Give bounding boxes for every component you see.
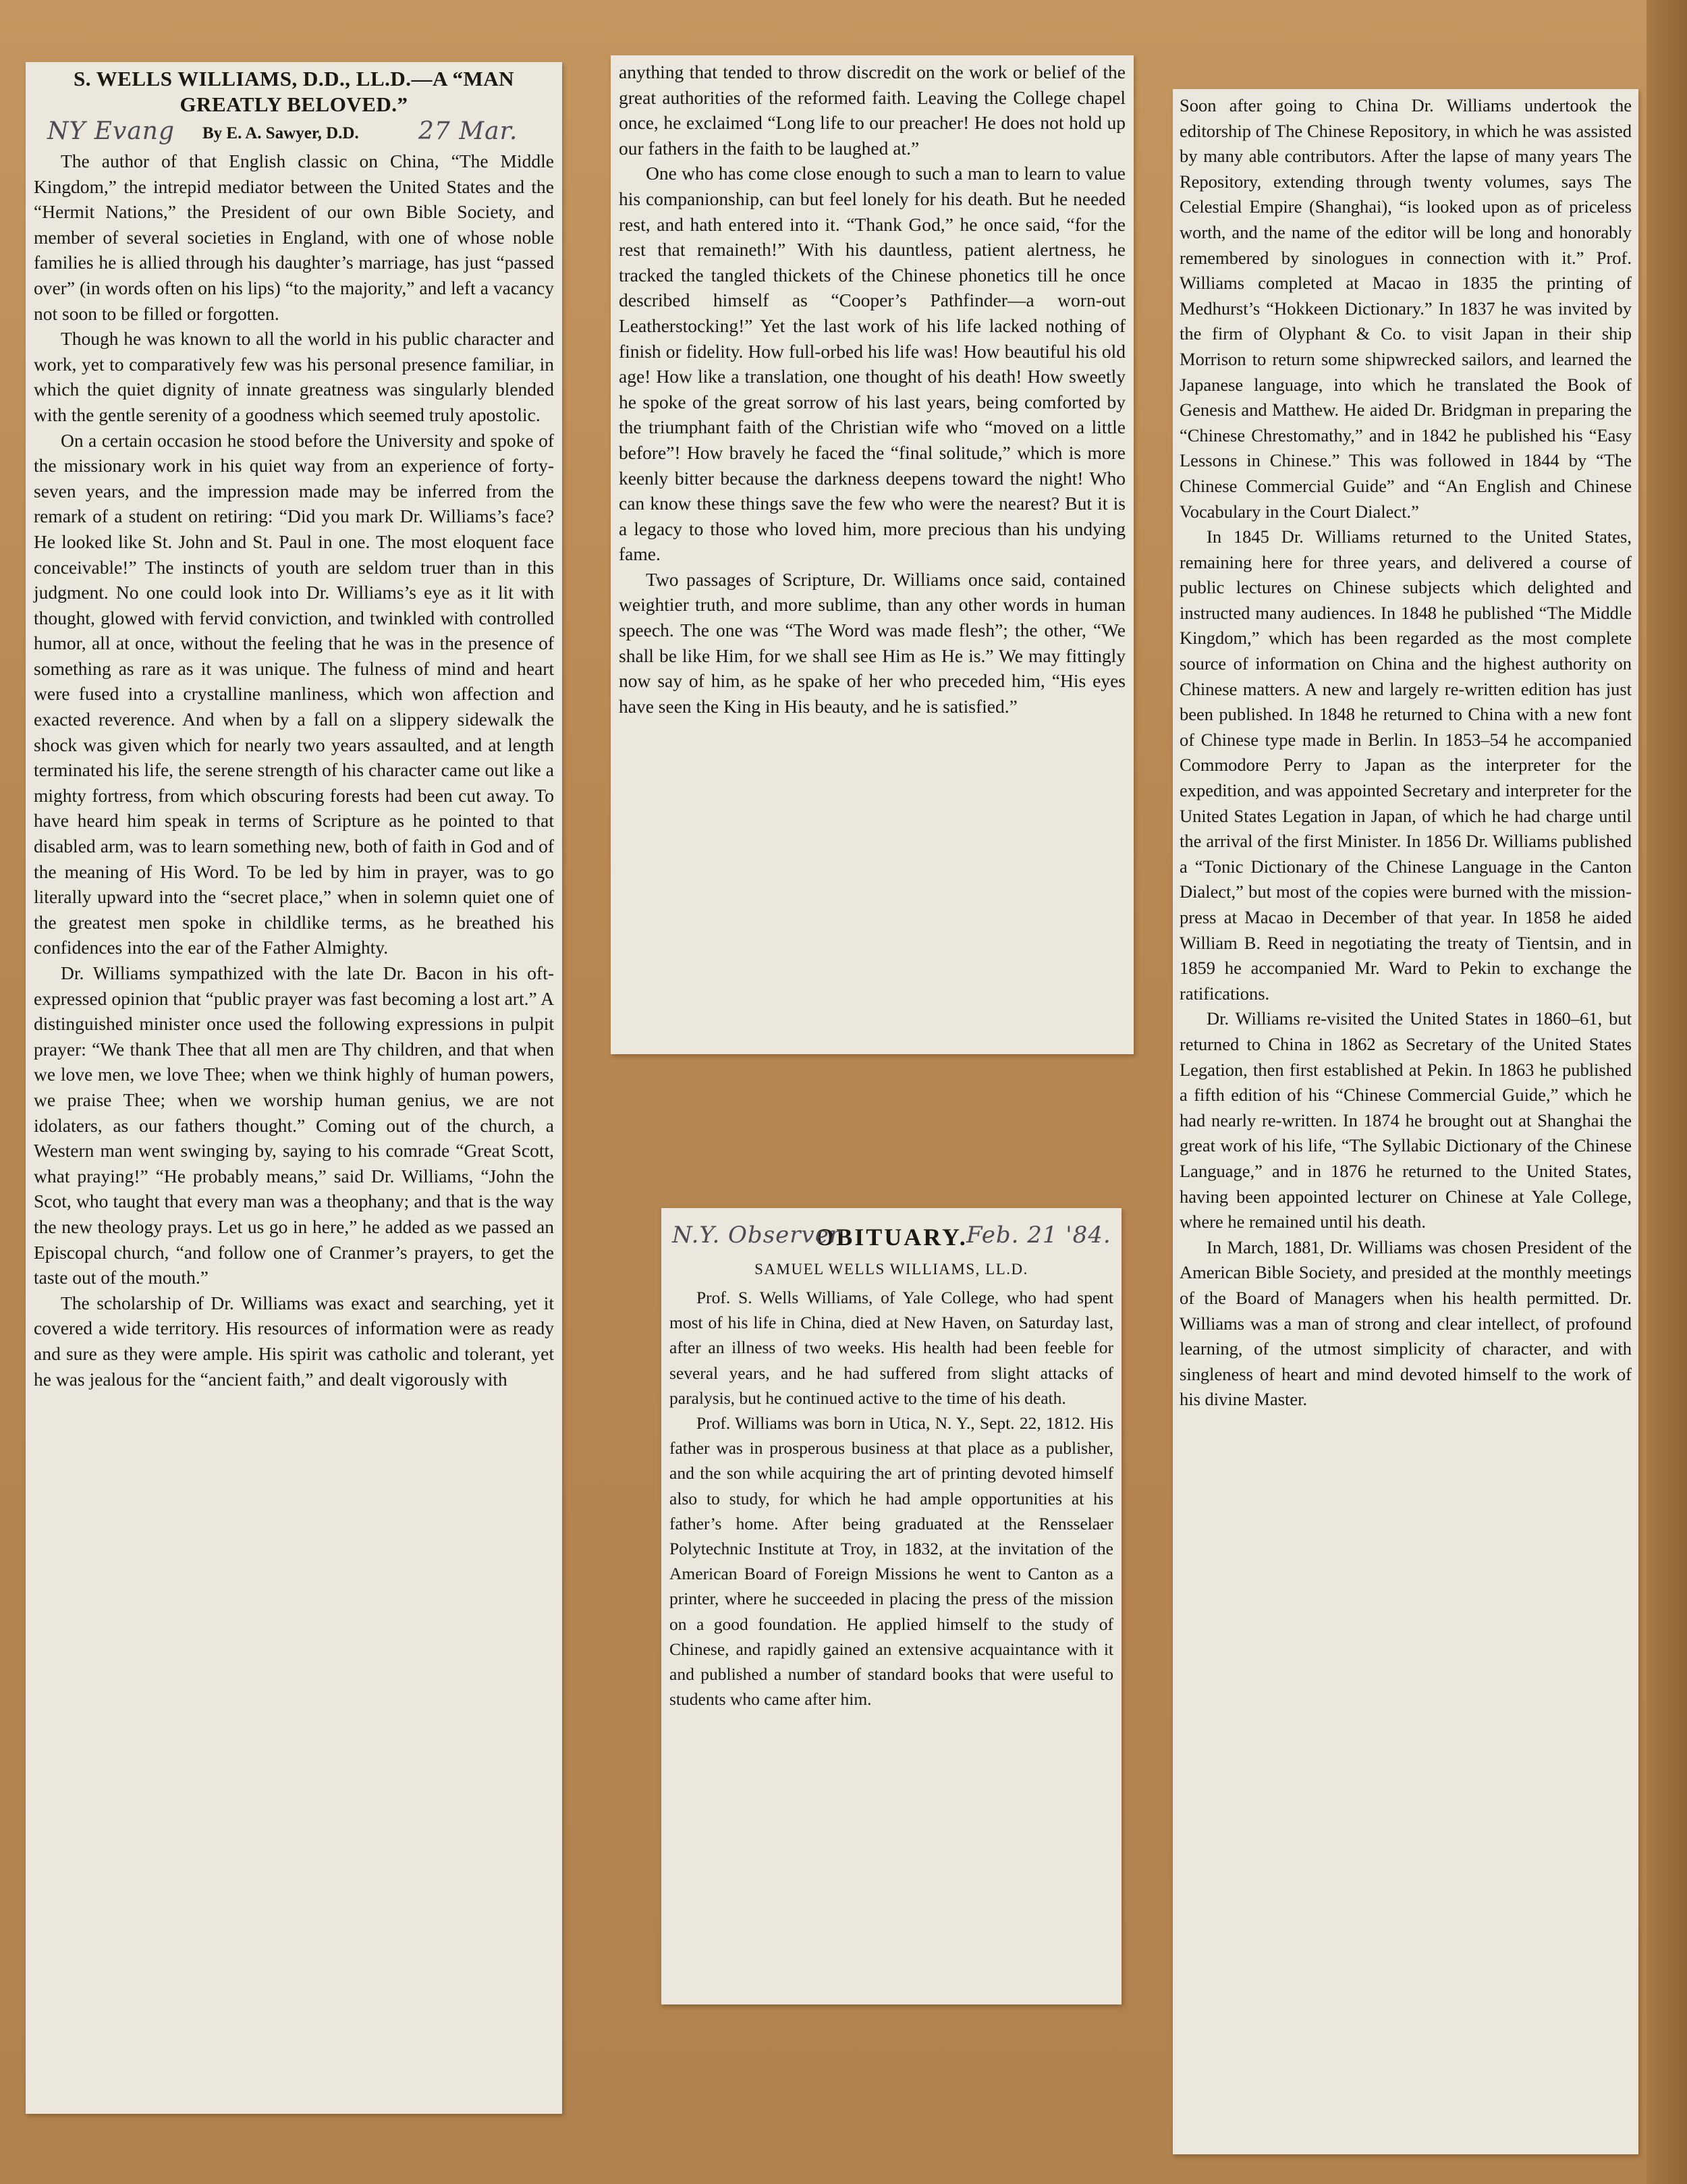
paragraph: On a certain occasion he stood before the University and spoke of the missionary work in his quiet way from an experience of forty-seven years, and the impression made may be inferred from the remark of a student on retiring: “Did you mark Dr. Williams’s face? He looked like St. John and St. Paul in one. The most eloquent face conceivable!” The instincts of youth are seldom truer than in this judgment. No one could look into Dr. Williams’s eye as it lit with thought, glowed with fervid conviction, and twinkled with controlled humor, all at once, without the feeling that he was in the presence of something as rare as it was unique. The fulness of mind and heart were fused into a crystalline manliness, which won affection and exacted reverence. And when by a fall on a slippery sidewalk the shock was given which for nearly two years assaulted, and at length terminated his life, the serene strength of his character came out like a mighty fortress, from which obscuring forests had been cut away. To have heard him speak in terms of Scripture as he pointed to that disabled arm, was to learn something new, both of faith in God and of the meaning of His Word. To be led by him in prayer, was to go literally upward into the “secret place,” when in solemn quiet one of the greatest men spoke in childlike terms, as he breathed his confidences into the ear of the Father Almighty. <box>34 429 554 958</box>
paragraph: Prof. Williams was born in Utica, N. Y., Sept. 22, 1812. His father was in prosperous business at that place as a publisher, and the son while acquiring the art of printing devoted himself also to study, for which he had ample opportunities at his father’s home. After being graduated at the Rensselaer Polytechnic Institute at Troy, in 1832, at the invitation of the American Board of Foreign Missions he went to Canton as a printer, where he succeeded in placing the press of the mission on a good foundation. He applied himself to the study of Chinese, and rapidly gained an extensive acquaintance with it and published a number of standard books that were useful to students who came after him. <box>669 1413 1113 1710</box>
paragraph: In March, 1881, Dr. Williams was chosen President of the American Bible Society, and presided at the monthly meetings of the Board of Managers when his health permitted. Dr. Williams was a man of strong and clear intellect, of profound learning, of the utmost simplicity of character, and with singleness of heart and mind devoted himself to the work of his divine Master. <box>1180 1236 1632 1410</box>
paragraph: The scholarship of Dr. Williams was exact and searching, yet it covered a wide territory. His resources of information were as ready and sure as they were ample. His spirit was catholic and tolerant, yet he was jealous for the “ancient faith,” and dealt vigorously with <box>34 1292 554 1390</box>
handwritten-date: 27 Mar. <box>418 117 518 145</box>
paragraph: Though he was known to all the world in his public character and work, yet to comparatively few was his personal presence familiar, in which the quiet dignity of innate greatness was singularly blended with the gentle serenity of a goodness which seemed truly apostolic. <box>34 328 554 425</box>
paragraph: Dr. Williams sympathized with the late Dr. Bacon in his oft-expressed opinion that “public prayer was fast becoming a lost art.” A distinguished minister once used the following expressions in pulpit prayer: “We thank Thee that all men are Thy children, and that when we love men, we love Thee; when we think highly of human powers, we praise Thee; when we worship human genius, we are not idolaters, as our fathers thought.” Coming out of the church, a Western man went swinging by, saying to his comrade “Great Scott, what praying!” “He probably means,” said Dr. Williams, “John the Scot, who taught that every man was a theophany; and that is the way the new theology prays. Let us go in here,” he added as we passed an Episcopal church, “and follow one of Cranmer’s prayers, to get the taste out of the mouth.” <box>34 962 554 1288</box>
handwriting-row <box>34 119 554 148</box>
paragraph: Dr. Williams re-visited the United States in 1860–61, but returned to China in 1862 as Secretary of the United States Legation, then first established at Pekin. In 1863 he published a fifth edition of his “Chinese Commercial Guide,” which he had nearly re-written. In 1874 he brought out at Shanghai the great work of his life, “The Syllabic Dictionary of the Chinese Language,” and in 1876 he returned to the United States, having been appointed lecturer on Chinese at Yale College, where he remained until his death. <box>1180 1008 1632 1232</box>
paragraph: The author of that English classic on China, “The Middle Kingdom,” the intrepid mediator between the United States and the “Hermit Nations,” the President of our own Bible Society, and member of several societies in England, with one of whose noble families he is allied through his daughter’s marriage, has just “passed over” (in words often on his lips) “to the majority,” and left a vacancy not soon to be filled or forgotten. <box>34 151 554 324</box>
handwritten-date: Feb. 21 '84. <box>966 1222 1111 1249</box>
handwritten-source: N.Y. Observer <box>672 1222 841 1249</box>
paragraph: Two passages of Scripture, Dr. Williams once said, contained weightier truth, and more sublime, than any other words in human speech. The one was “The Word was made flesh”; the other, “We shall be like Him, for we shall see Him as He is.” We may fittingly now say of him, as he spake of her who preceded him, “His eyes have seen the King in His beauty, and he is satisfied.” <box>619 568 1126 717</box>
clipping-headline: S. WELLS WILLIAMS, D.D., LL.D.—A “MAN GREATLY BELOVED.” <box>74 67 514 116</box>
paragraph: anything that tended to throw discredit on the work or belief of the great authorities of the reformed faith. Leaving the College chapel once, he exclaimed “Long life to our preacher! He does not hold up our fathers in the faith to be laughed at.” <box>619 61 1126 159</box>
paragraph: Soon after going to China Dr. Williams undertook the editorship of The Chinese Repository, in which he was assisted by many able contributors. After the lapse of many years The Repository, extending through twenty volumes, says The Celestial Empire (Shanghai), “is looked upon as of priceless worth, and the name of the editor will be long and honorably remembered by sinologues in connection with it.” Prof. Williams completed at Macao in 1835 the printing of Medhurst’s “Hokkeen Dictionary.” In 1837 he was invited by the firm of Olyphant & Co. to visit Japan in their ship Morrison to return some shipwrecked sailors, and learned the Japanese language, into which he translated the Book of Genesis and Matthew. He aided Dr. Bridgman in preparing the “Chinese Chrestomathy,” and in 1842 he published his “Easy Lessons in Chinese.” This was followed in 1844 by “The Chinese Commercial Guide” and “An English and Chinese Vocabulary in the Court Dialect.” <box>1180 95 1632 522</box>
handwritten-source: NY Evang <box>47 117 175 145</box>
obituary-title: OBITUARY. <box>815 1224 968 1251</box>
clipping-obituary-continued <box>1173 89 1638 2154</box>
page-edge <box>1647 0 1687 2184</box>
byline: By E. A. Sawyer, D.D. <box>202 124 359 142</box>
obituary-subtitle: SAMUEL WELLS WILLIAMS, LL.D. <box>754 1261 1028 1278</box>
paragraph: Prof. S. Wells Williams, of Yale College, who had spent most of his life in China, died at New Haven, on Saturday last, after an illness of two weeks. His health had been feeble for several years, and he had suffered from slight attacks of paralysis, but he continued active to the time of his death. <box>669 1288 1113 1408</box>
clipping-sawyer-tribute <box>26 62 562 2114</box>
clipping-obituary <box>661 1208 1122 2004</box>
clipping-sawyer-continued <box>611 55 1134 1054</box>
paragraph: In 1845 Dr. Williams returned to the United States, remaining here for three years, and delivered a course of public lectures on Chinese subjects which delighted and instructed many audiences. In 1848 he published “The Middle Kingdom,” which has been regarded as the most complete source of information on China and the highest authority on Chinese matters. A new and largely re-written edition has just been published. In 1848 he returned to China with a new font of Chinese type made in Berlin. In 1853–54 he accompanied Commodore Perry to Japan as the interpreter for the expedition, and was appointed Secretary and interpreter for the United States Legation in Japan, of which he had charge until the arrival of the first Minister. In 1856 Dr. Williams published a “Tonic Dictionary of the Chinese Language in the Canton Dialect,” but most of the copies were burned with the mission-press at Macao in December of that year. In 1858 he aided William B. Reed in negotiating the treaty of Tientsin, and in 1859 he accompanied Mr. Ward to Pekin to exchange the ratifications. <box>1180 526 1632 1004</box>
paragraph: One who has come close enough to such a man to learn to value his companionship, can but feel lonely for his death. But he needed rest, and hath entered into it. “Thank God,” he once said, “for the rest that remaineth!” With his dauntless, patient alertness, he tracked the tangled thickets of the Chinese phonetics till he once described himself as “Cooper’s Pathfinder—a worn-out Leatherstocking!” Yet the last work of his life lacked nothing of finish or fidelity. How full-orbed his life was! How beautiful his old age! How like a translation, one thought of his death! How sweetly he spoke of the great sorrow of his last years, being comforted by the triumphant faith of the Christian wife who “moved on a little before”! How bravely he faced the “final solitude,” which is more keenly bitter because the darkness deepens toward the night! Who can know these things save the few who were the nearest? But it is a legacy to those who loved him, more precious than his undying fame. <box>619 163 1126 565</box>
